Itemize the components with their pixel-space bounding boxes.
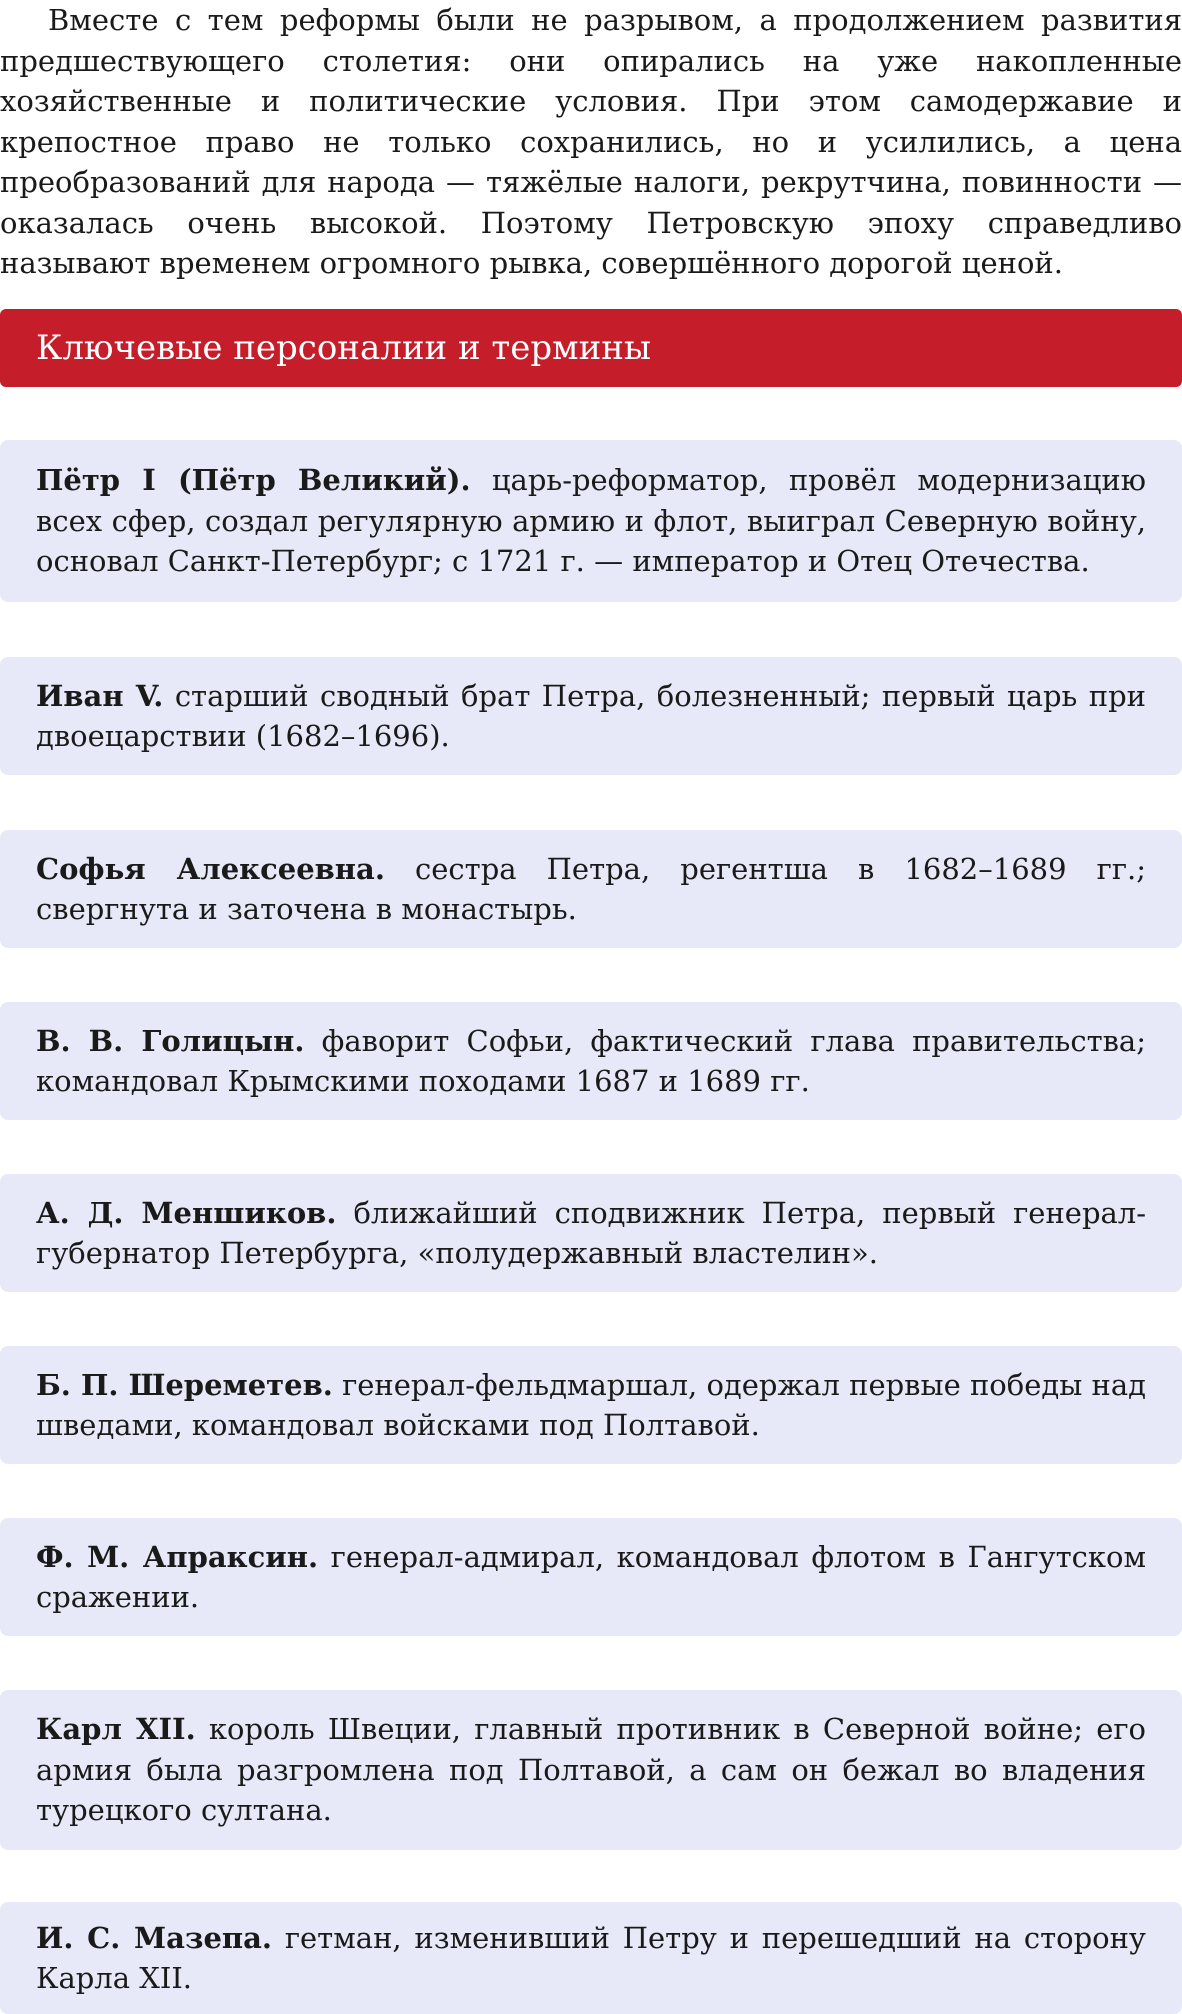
- term-name: А. Д. Меншиков.: [36, 1195, 337, 1230]
- term-card-menshikov: [0, 1174, 1182, 1292]
- term-card-apraksin: [0, 1518, 1182, 1636]
- term-card-karl-xii: [0, 1690, 1182, 1850]
- term-text: [36, 1021, 1146, 1102]
- term-description: генерал-фельдмаршал, одержал первые победы над шведами, командовал войсками под Полтавой.: [36, 1367, 1147, 1442]
- term-name: И. С. Мазепа.: [36, 1920, 273, 1955]
- term-description: король Швеции, главный противник в Северной войне; его армия была разгромлена под Полтавой, а сам он бежал во владения турецкого султана.: [36, 1712, 1147, 1828]
- intro-paragraph: Вместе с тем реформы были не разрывом, а продолжением развития предшествующего столетия: они опирались на уже накопленные хозяйственные и политические условия. При этом самодержавие и крепостное право не только сохранились, но и усилились, а цена преобразований для народа — тяжёлые налоги, рекрутчина, повинности — оказалась очень высокой. Поэтому Петровскую эпоху справедливо называют временем огромного рывка, совершённого дорогой ценой.: [0, 3, 1182, 280]
- term-description: царь-реформатор, провёл модернизацию всех сфер, создал регулярную армию и флот, выиграл Северную войну, основал Санкт-Петербург; с 1721 г. — император и Отец Отечества.: [36, 463, 1146, 579]
- term-name: Карл XII.: [36, 1712, 196, 1747]
- section-header: [0, 309, 1182, 387]
- term-text: [36, 1918, 1146, 1999]
- term-text: [36, 1537, 1146, 1618]
- term-description: гетман, изменивший Петру и перешедший на сторону Карла XII.: [36, 1920, 1146, 1995]
- term-name: Пётр I (Пётр Великий).: [36, 463, 471, 498]
- term-card-mazepa: [0, 1902, 1182, 2014]
- term-card-sheremetev: [0, 1346, 1182, 1464]
- term-card-peter-i: [0, 440, 1182, 602]
- term-card-golitsyn: [0, 1002, 1182, 1120]
- term-name: Софья Алексеевна.: [36, 851, 385, 886]
- term-name: Ф. М. Апраксин.: [36, 1539, 319, 1574]
- term-text: [36, 1193, 1146, 1274]
- term-description: ближайший сподвижник Петра, первый генерал-губернатор Петербурга, «полудержавный властелин».: [36, 1195, 1147, 1270]
- term-text: [36, 1709, 1146, 1831]
- term-text: [36, 460, 1146, 582]
- term-name: Иван V.: [36, 678, 164, 713]
- term-description: старший сводный брат Петра, болезненный; первый царь при двоецарствии (1682–1696).: [36, 678, 1146, 753]
- term-text: [36, 849, 1146, 930]
- term-text: [36, 676, 1146, 757]
- term-card-sofya: [0, 830, 1182, 948]
- term-description: фаворит Софьи, фактический глава правительства; командовал Крымскими походами 1687 и 1689 гг.: [36, 1023, 1146, 1098]
- term-description: генерал-адмирал, командовал флотом в Гангутском сражении.: [36, 1539, 1146, 1614]
- term-text: [36, 1365, 1146, 1446]
- term-name: Б. П. Шереметев.: [36, 1367, 333, 1402]
- section-title: Ключевые персоналии и термины: [36, 328, 651, 368]
- term-card-ivan-v: [0, 657, 1182, 775]
- term-name: В. В. Голицын.: [36, 1023, 305, 1058]
- term-description: сестра Петра, регентша в 1682–1689 гг.; свергнута и заточена в монастырь.: [36, 851, 1147, 926]
